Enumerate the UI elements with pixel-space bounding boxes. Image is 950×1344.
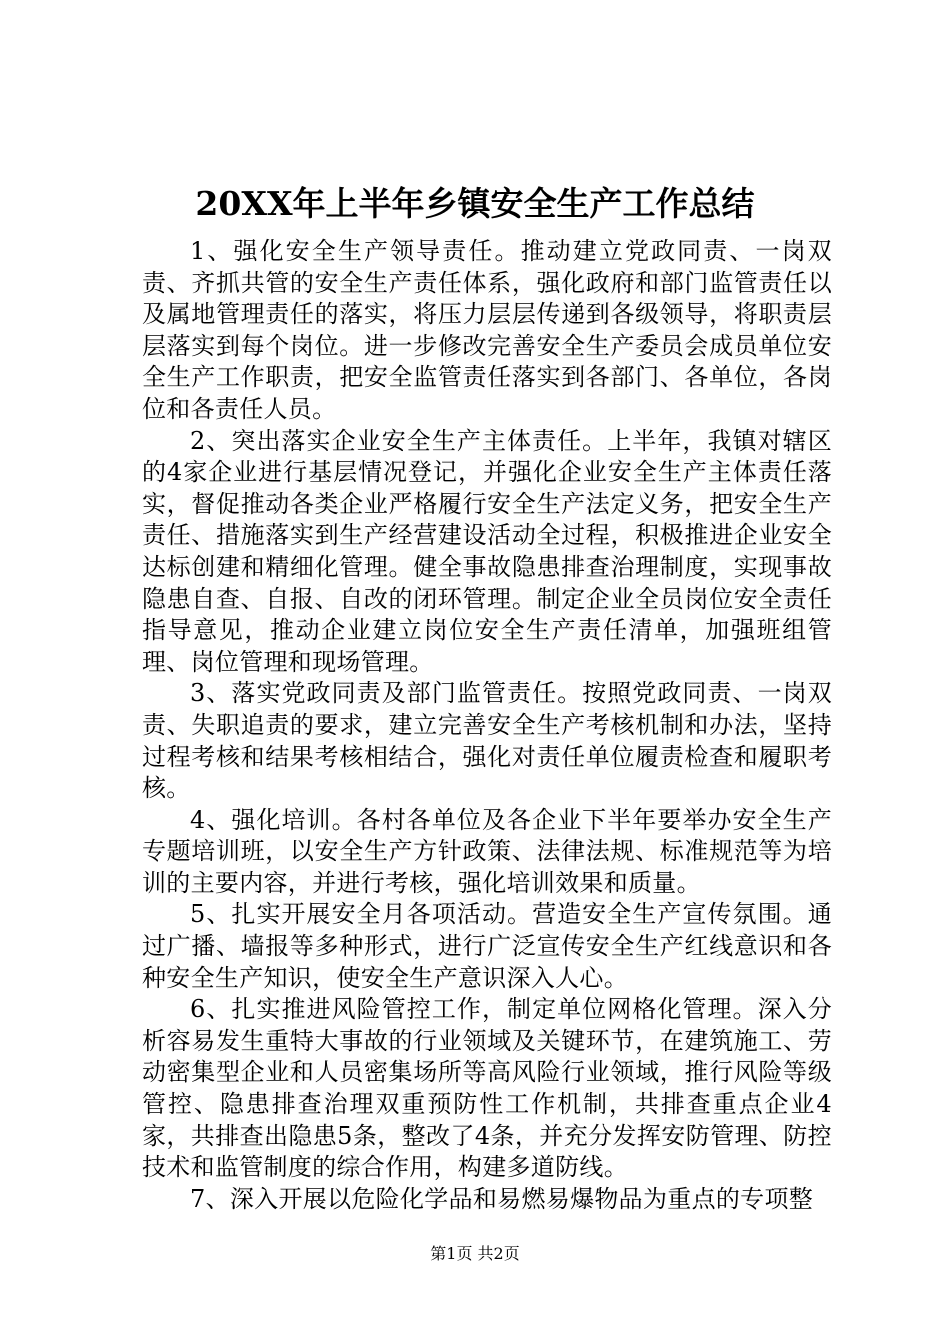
paragraph-4: 4、强化培训。各村各单位及各企业下半年要举办安全生产专题培训班，以安全生产方针政策、法律法规、标准规范等为培训的主要内容，并进行考核，强化培训效果和质量。	[142, 805, 832, 897]
document-body	[142, 236, 832, 1215]
paragraph-1: 1、强化安全生产领导责任。推动建立党政同责、一岗双责、齐抓共管的安全生产责任体系，强化政府和部门监管责任以及属地管理责任的落实，将压力层层传递到各级领导，将职责层层落实到每个岗位。进一步修改完善安全生产委员会成员单位安全生产工作职责，把安全监管责任落实到各部门、各单位，各岗位和各责任人员。	[142, 237, 832, 423]
paragraph-3: 3、落实党政同责及部门监管责任。按照党政同责、一岗双责、失职追责的要求，建立完善安全生产考核机制和办法，坚持过程考核和结果考核相结合，强化对责任单位履责检查和履职考核。	[142, 679, 832, 803]
paragraph-7: 7、深入开展以危险化学品和易燃易爆物品为重点的专项整	[190, 1184, 814, 1213]
paragraph-2: 2、突出落实企业安全生产主体责任。上半年，我镇对辖区的4家企业进行基层情况登记，并强化企业安全生产主体责任落实，督促推动各类企业严格履行安全生产法定义务，把安全生产责任、措施落实到生产经营建设活动全过程，积极推进企业安全达标创建和精细化管理。健全事故隐患排查治理制度，实现事故隐患自查、自报、自改的闭环管理。制定企业全员岗位安全责任指导意见，推动企业建立岗位安全生产责任清单，加强班组管理、岗位管理和现场管理。	[142, 426, 832, 676]
paragraph-6: 6、扎实推进风险管控工作，制定单位网格化管理。深入分析容易发生重特大事故的行业领域及关键环节，在建筑施工、劳动密集型企业和人员密集场所等高风险行业领域，推行风险等级管控、隐患排查治理双重预防性工作机制，共排查重点企业4家，共排查出隐患5条，整改了4条，并充分发挥安防管理、防控技术和监管制度的综合作用，构建多道防线。	[142, 995, 832, 1182]
document-title: 20XX年上半年乡镇安全生产工作总结	[195, 184, 755, 223]
page-number-footer: 第1页 共2页	[430, 1244, 520, 1263]
paragraph-5: 5、扎实开展安全月各项活动。营造安全生产宣传氛围。通过广播、墙报等多种形式，进行广泛宣传安全生产红线意识和各种安全生产知识，使安全生产意识深入人心。	[142, 900, 832, 992]
